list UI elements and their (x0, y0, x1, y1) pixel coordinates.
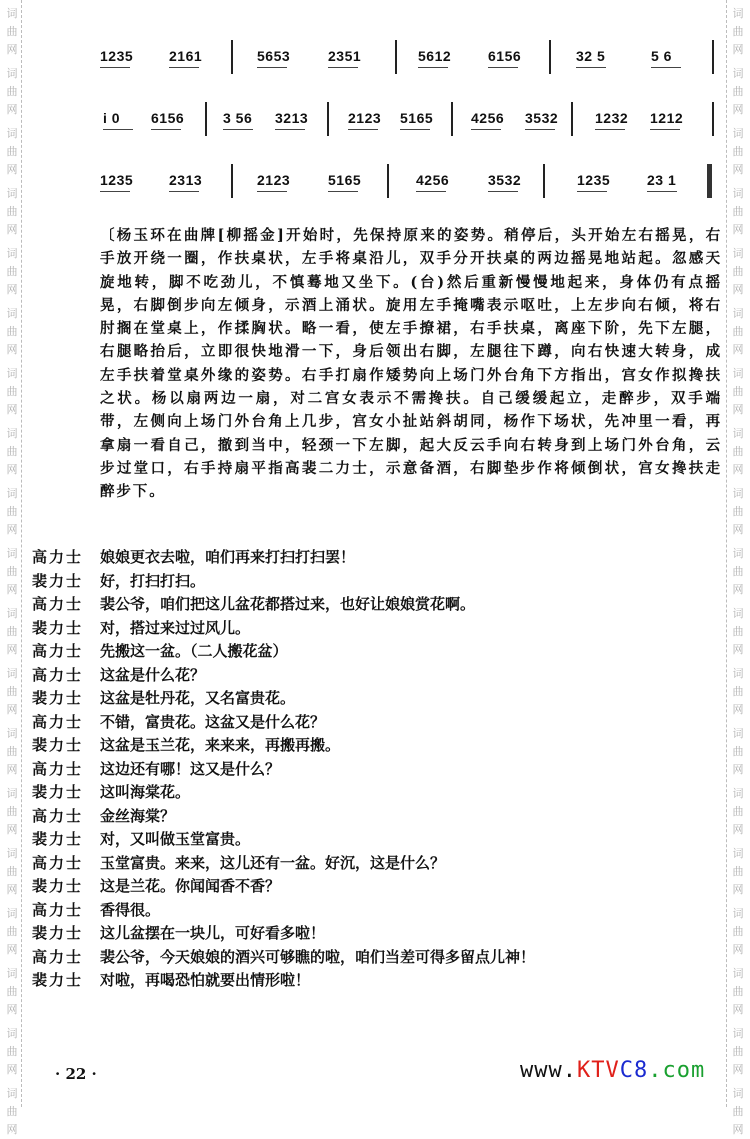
bar-line (231, 164, 233, 198)
watermark-text: 词 曲 网 (732, 67, 744, 116)
bar-line (395, 40, 397, 74)
rhythm-underline (328, 67, 358, 68)
watermark-text: 词 曲 网 (6, 427, 18, 476)
bar-line (327, 102, 329, 136)
speech-text: 裴公爷，今天娘娘的酒兴可够瞧的啦，咱们当差可得多留点儿神！ (100, 947, 536, 966)
dialogue-line (32, 686, 722, 710)
dialogue-line (32, 592, 722, 616)
dialogue-line (32, 757, 722, 781)
watermark-text: 词 曲 网 (6, 907, 18, 956)
rhythm-underline (169, 67, 199, 68)
score-row (95, 96, 717, 158)
page-number: · 22 · (55, 1065, 97, 1083)
watermark-text: 词 曲 网 (732, 1087, 744, 1136)
watermark-text: 词 曲 网 (732, 847, 744, 896)
watermark-text: 词 曲 网 (732, 667, 744, 716)
score-note-group: 2161 (169, 48, 203, 64)
watermark-divider-left (21, 0, 22, 1107)
watermark-text: 词 曲 网 (6, 727, 18, 776)
watermark-text: 词 曲 网 (732, 367, 744, 416)
watermark-text: 词 曲 网 (6, 7, 18, 56)
rhythm-underline (577, 191, 607, 192)
score-note-group: 5612 (418, 48, 452, 64)
speaker-name: 高力士 (32, 806, 84, 825)
watermark-text: 词 曲 网 (6, 1087, 18, 1136)
speech-text: 先搬这一盆。（二人搬花盆） (100, 642, 288, 661)
speaker-name: 裴力士 (32, 830, 84, 849)
rhythm-underline (418, 67, 448, 68)
rhythm-underline (257, 67, 287, 68)
watermark-column-left (2, 0, 22, 1136)
rhythm-underline (223, 129, 253, 130)
bar-line (549, 40, 551, 74)
score-note-group: i 0 (103, 110, 121, 126)
watermark-divider-right (726, 0, 727, 1107)
speaker-name: 高力士 (32, 853, 84, 872)
watermark-text: 词 曲 网 (732, 787, 744, 836)
speaker-name: 裴力士 (32, 618, 84, 637)
speech-text: 这是兰花。你闻闻香不香？ (100, 877, 281, 896)
watermark-text: 词 曲 网 (732, 967, 744, 1016)
watermark-text: 词 曲 网 (6, 307, 18, 356)
dialogue-line (32, 545, 722, 569)
watermark-text: 词 曲 网 (6, 607, 18, 656)
rhythm-underline (100, 191, 130, 192)
rhythm-underline (400, 129, 430, 130)
speaker-name: 高力士 (32, 642, 84, 661)
bar-line (451, 102, 453, 136)
score-row (95, 34, 717, 96)
bar-line (543, 164, 545, 198)
bar-line (571, 102, 573, 136)
speaker-name: 裴力士 (32, 571, 84, 590)
score-note-group: 1235 (100, 48, 134, 64)
speaker-name: 裴力士 (32, 783, 84, 802)
watermark-text: 词 曲 网 (732, 1027, 744, 1076)
watermark-text: 词 曲 网 (732, 7, 744, 56)
speech-text: 这盆是什么花？ (100, 665, 206, 684)
rhythm-underline (650, 129, 680, 130)
speaker-name: 高力士 (32, 665, 84, 684)
speaker-name: 裴力士 (32, 924, 84, 943)
speech-text: 这盆是牡丹花，又名富贵花。 (100, 689, 296, 708)
speaker-name: 高力士 (32, 900, 84, 919)
score-note-group: 5653 (257, 48, 291, 64)
rhythm-underline (275, 129, 305, 130)
dialogue-line (32, 968, 722, 992)
score-note-group: 4256 (471, 110, 505, 126)
watermark-text: 词 曲 网 (6, 667, 18, 716)
score-note-group: 2313 (169, 172, 203, 188)
rhythm-underline (169, 191, 199, 192)
score-note-group: 6156 (151, 110, 185, 126)
speech-text: 金丝海棠？ (100, 806, 176, 825)
score-note-group: 4256 (416, 172, 450, 188)
rhythm-underline (647, 191, 677, 192)
watermark-text: 词 曲 网 (732, 307, 744, 356)
speaker-name: 裴力士 (32, 971, 84, 990)
score-note-group: 3532 (488, 172, 522, 188)
dialogue-line (32, 945, 722, 969)
rhythm-underline (328, 191, 358, 192)
speech-text: 娘娘更衣去啦，咱们再来打扫打扫罢！ (100, 548, 356, 567)
dialogue-line (32, 733, 722, 757)
rhythm-underline (257, 191, 287, 192)
speaker-name: 裴力士 (32, 689, 84, 708)
score-note-group: 5165 (400, 110, 434, 126)
watermark-text: 词 曲 网 (6, 127, 18, 176)
dialogue-line (32, 569, 722, 593)
speaker-name: 裴力士 (32, 736, 84, 755)
score-note-group: 5 6 (651, 48, 672, 64)
dialogue-line (32, 921, 722, 945)
dialogue-line (32, 639, 722, 663)
watermark-text: 词 曲 网 (6, 367, 18, 416)
rhythm-underline (595, 129, 625, 130)
score-note-group: 5165 (328, 172, 362, 188)
watermark-text: 词 曲 网 (6, 67, 18, 116)
dialogue-line (32, 851, 722, 875)
rhythm-underline (348, 129, 378, 130)
watermark-text: 词 曲 网 (732, 187, 744, 236)
speech-text: 这叫海棠花。 (100, 783, 191, 802)
watermark-text: 词 曲 网 (732, 427, 744, 476)
dialogue-line (32, 663, 722, 687)
rhythm-underline (151, 129, 181, 130)
speech-text: 好，打扫打扫。 (100, 571, 206, 590)
speech-text: 这盆是玉兰花，来来来，再搬再搬。 (100, 736, 341, 755)
dialogue-line (32, 874, 722, 898)
speech-text: 对啦，再喝恐怕就要出情形啦！ (100, 971, 311, 990)
speech-text: 这儿盆摆在一块儿，可好看多啦！ (100, 924, 326, 943)
rhythm-underline (576, 67, 606, 68)
score-note-group: 23 1 (647, 172, 677, 188)
speech-text: 这边还有哪！这又是什么？ (100, 759, 281, 778)
rhythm-underline (651, 67, 681, 68)
watermark-text: 词 曲 网 (732, 727, 744, 776)
watermark-text: 词 曲 网 (6, 487, 18, 536)
bar-line (231, 40, 233, 74)
speaker-name: 高力士 (32, 595, 84, 614)
speech-text: 玉堂富贵。来来，这儿还有一盆。好沉，这是什么？ (100, 853, 446, 872)
bar-line (712, 102, 714, 136)
watermark-text: 词 曲 网 (6, 547, 18, 596)
rhythm-underline (103, 129, 133, 130)
dialogue-list (32, 545, 722, 992)
dialogue-line (32, 616, 722, 640)
watermark-text: 词 曲 网 (732, 247, 744, 296)
score-note-group: 3213 (275, 110, 309, 126)
score-note-group: 1235 (100, 172, 134, 188)
watermark-text: 词 曲 网 (732, 487, 744, 536)
score-note-group: 1232 (595, 110, 629, 126)
site-watermark: www.KTVC8.com (520, 1058, 706, 1083)
rhythm-underline (416, 191, 446, 192)
rhythm-underline (100, 67, 130, 68)
watermark-text: 词 曲 网 (732, 547, 744, 596)
speech-text: 裴公爷，咱们把这儿盆花都搭过来，也好让娘娘赏花啊。 (100, 595, 476, 614)
speaker-name: 裴力士 (32, 877, 84, 896)
watermark-column-right (728, 0, 748, 1136)
dialogue-line (32, 898, 722, 922)
score-row (95, 158, 717, 220)
watermark-text: 词 曲 网 (732, 127, 744, 176)
speaker-name: 高力士 (32, 548, 84, 567)
score-note-group: 3532 (525, 110, 559, 126)
dialogue-line (32, 710, 722, 734)
watermark-text: 词 曲 网 (6, 187, 18, 236)
score-note-group: 2351 (328, 48, 362, 64)
dialogue-line (32, 827, 722, 851)
speech-text: 香得很。 (100, 900, 161, 919)
score-note-group: 1235 (577, 172, 611, 188)
jianpu-score (95, 34, 717, 220)
speech-text: 对，搭过来过过风儿。 (100, 618, 251, 637)
speaker-name: 高力士 (32, 947, 84, 966)
speaker-name: 高力士 (32, 759, 84, 778)
rhythm-underline (488, 67, 518, 68)
speaker-name: 高力士 (32, 712, 84, 731)
score-note-group: 6156 (488, 48, 522, 64)
bar-line (205, 102, 207, 136)
bar-line (387, 164, 389, 198)
watermark-text: 词 曲 网 (732, 607, 744, 656)
bar-line (712, 40, 714, 74)
watermark-text: 词 曲 网 (6, 1027, 18, 1076)
dialogue-line (32, 804, 722, 828)
watermark-text: 词 曲 网 (6, 847, 18, 896)
score-note-group: 32 5 (576, 48, 606, 64)
watermark-text: 词 曲 网 (6, 967, 18, 1016)
score-note-group: 2123 (257, 172, 291, 188)
rhythm-underline (525, 129, 555, 130)
end-bar-line (707, 164, 712, 198)
speech-text: 不错，富贵花。这盆又是什么花？ (100, 712, 326, 731)
rhythm-underline (488, 191, 518, 192)
rhythm-underline (471, 129, 501, 130)
score-note-group: 1212 (650, 110, 684, 126)
watermark-text: 词 曲 网 (732, 907, 744, 956)
watermark-text: 词 曲 网 (6, 787, 18, 836)
score-note-group: 3 56 (223, 110, 253, 126)
stage-direction: 〔杨玉环在曲牌[柳摇金]开始时，先保持原来的姿势。稍停后，头开始左右摇晃，右手放开绕一圈，作扶桌状，左手将桌沿儿，双手分开扶桌的两边摇晃地站起。忽感天旋地转，脚不吃劲儿，不慎蓦地又坐下。(台)然后重新慢慢地起来，身体仍有点摇晃，右脚倒步向左倾身，示酒上涌状。旋用左手掩嘴表示呕吐，上左步向右倾，将右肘搁在堂桌上，作揉胸状。略一看，使左手撩裙，右手扶桌，离座下阶，先下左腿，右腿略抬后，立即很快地滑一下，身后领出右脚，左腿往下蹲，向右快速大转身，成左手扶着堂桌外缘的姿势。右手打扇作矮势向上场门外台角下方指出，宫女作拟搀扶之状。杨以扇两边一扇，对二宫女表示不需搀扶。自己缓缓起立，走醉步，双手端带，左侧向上场门外台角上几步，宫女小扯站斜胡同，杨作下场状，先冲里一看，再拿扇一看自己，撤到当中，轻颈一下左脚，起大反云手向右转身到上场门外台角，云步过堂口，右手持扇平指高裴二力士，示意备酒，右脚垫步作将倾倒状，宫女搀扶走醉步下。 (100, 227, 722, 501)
speech-text: 对，又叫做玉堂富贵。 (100, 830, 251, 849)
watermark-text: 词 曲 网 (6, 247, 18, 296)
score-note-group: 2123 (348, 110, 382, 126)
dialogue-line (32, 780, 722, 804)
